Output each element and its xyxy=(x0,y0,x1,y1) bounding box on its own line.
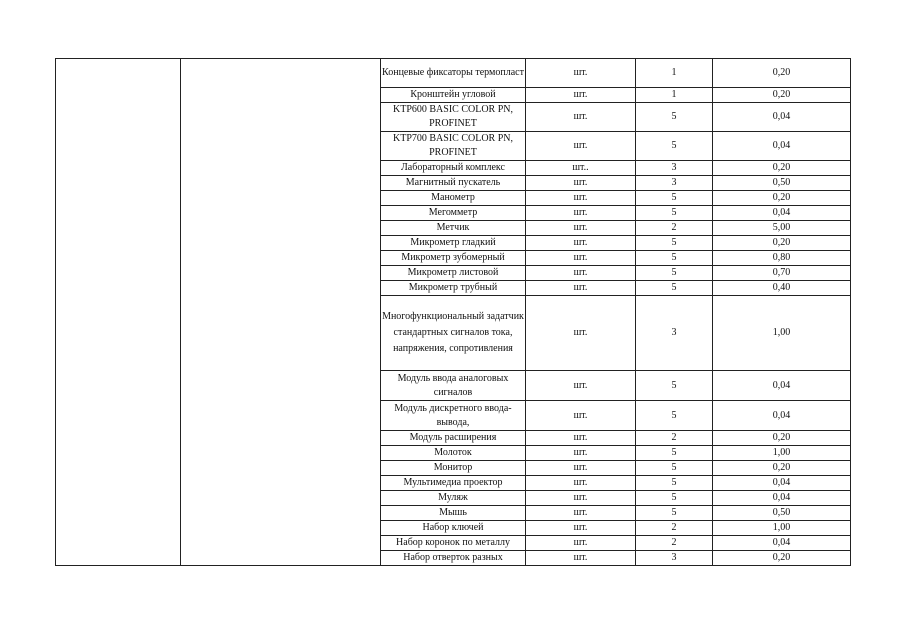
unit-cell: шт. xyxy=(526,221,636,236)
value-cell: 0,20 xyxy=(713,461,851,476)
quantity-cell: 2 xyxy=(636,431,713,446)
value-cell: 0,20 xyxy=(713,88,851,103)
value-cell: 0,40 xyxy=(713,281,851,296)
value-cell: 0,04 xyxy=(713,103,851,132)
value-cell: 0,80 xyxy=(713,251,851,266)
value-cell: 0,20 xyxy=(713,236,851,251)
unit-cell: шт. xyxy=(526,281,636,296)
quantity-cell: 2 xyxy=(636,536,713,551)
item-name-cell: Молоток xyxy=(381,446,526,461)
unit-cell: шт. xyxy=(526,401,636,431)
item-name-cell: Микрометр зубомерный xyxy=(381,251,526,266)
quantity-cell: 1 xyxy=(636,88,713,103)
value-cell: 0,04 xyxy=(713,132,851,161)
item-name-cell: Микрометр гладкий xyxy=(381,236,526,251)
quantity-cell: 5 xyxy=(636,103,713,132)
unit-cell: шт. xyxy=(526,88,636,103)
unit-cell: шт. xyxy=(526,371,636,401)
unit-cell: шт. xyxy=(526,236,636,251)
value-cell: 0,20 xyxy=(713,551,851,566)
item-name-cell: Микрометр листовой xyxy=(381,266,526,281)
blank-column-1 xyxy=(56,59,181,566)
equipment-table xyxy=(55,58,851,566)
item-name-cell: Кронштейн угловой xyxy=(381,88,526,103)
quantity-cell: 5 xyxy=(636,371,713,401)
item-name-cell: Модуль ввода аналоговых сигналов xyxy=(381,371,526,401)
value-cell: 0,04 xyxy=(713,476,851,491)
quantity-cell: 5 xyxy=(636,191,713,206)
unit-cell: шт. xyxy=(526,446,636,461)
item-name-cell: Многофункциональный задатчик стандартных сигналов тока, напряжения, сопротивления xyxy=(381,296,526,371)
unit-cell: шт. xyxy=(526,176,636,191)
quantity-cell: 5 xyxy=(636,132,713,161)
unit-cell: шт.. xyxy=(526,161,636,176)
quantity-cell: 1 xyxy=(636,59,713,88)
item-name-cell: Монитор xyxy=(381,461,526,476)
unit-cell: шт. xyxy=(526,476,636,491)
value-cell: 0,20 xyxy=(713,431,851,446)
value-cell: 0,50 xyxy=(713,176,851,191)
quantity-cell: 2 xyxy=(636,221,713,236)
value-cell: 0,50 xyxy=(713,506,851,521)
quantity-cell: 5 xyxy=(636,491,713,506)
quantity-cell: 5 xyxy=(636,446,713,461)
item-name-cell: Метчик xyxy=(381,221,526,236)
unit-cell: шт. xyxy=(526,506,636,521)
value-cell: 1,00 xyxy=(713,521,851,536)
unit-cell: шт. xyxy=(526,103,636,132)
quantity-cell: 3 xyxy=(636,551,713,566)
unit-cell: шт. xyxy=(526,266,636,281)
value-cell: 0,04 xyxy=(713,536,851,551)
unit-cell: шт. xyxy=(526,59,636,88)
item-name-cell: KTP600 BASIC COLOR PN, PROFINET xyxy=(381,103,526,132)
unit-cell: шт. xyxy=(526,431,636,446)
item-name-cell: KTP700 BASIC COLOR PN, PROFINET xyxy=(381,132,526,161)
unit-cell: шт. xyxy=(526,491,636,506)
value-cell: 0,04 xyxy=(713,371,851,401)
item-name-cell: Набор ключей xyxy=(381,521,526,536)
unit-cell: шт. xyxy=(526,191,636,206)
quantity-cell: 5 xyxy=(636,266,713,281)
blank-column-2 xyxy=(181,59,381,566)
quantity-cell: 3 xyxy=(636,176,713,191)
unit-cell: шт. xyxy=(526,132,636,161)
value-cell: 1,00 xyxy=(713,446,851,461)
item-name-cell: Мегомметр xyxy=(381,206,526,221)
item-name-cell: Мышь xyxy=(381,506,526,521)
quantity-cell: 3 xyxy=(636,161,713,176)
quantity-cell: 5 xyxy=(636,251,713,266)
quantity-cell: 5 xyxy=(636,236,713,251)
value-cell: 0,04 xyxy=(713,206,851,221)
quantity-cell: 5 xyxy=(636,281,713,296)
value-cell: 0,70 xyxy=(713,266,851,281)
item-name-cell: Муляж xyxy=(381,491,526,506)
unit-cell: шт. xyxy=(526,251,636,266)
quantity-cell: 5 xyxy=(636,401,713,431)
value-cell: 0,04 xyxy=(713,401,851,431)
item-name-cell: Набор отверток разных xyxy=(381,551,526,566)
item-name-cell: Мультимедиа проектор xyxy=(381,476,526,491)
quantity-cell: 5 xyxy=(636,461,713,476)
quantity-cell: 2 xyxy=(636,521,713,536)
unit-cell: шт. xyxy=(526,206,636,221)
table-row xyxy=(56,59,851,88)
item-name-cell: Модуль расширения xyxy=(381,431,526,446)
unit-cell: шт. xyxy=(526,536,636,551)
item-name-cell: Модуль дискретного ввода-вывода, xyxy=(381,401,526,431)
unit-cell: шт. xyxy=(526,461,636,476)
item-name-cell: Манометр xyxy=(381,191,526,206)
quantity-cell: 5 xyxy=(636,506,713,521)
unit-cell: шт. xyxy=(526,296,636,371)
table-body xyxy=(56,59,851,566)
item-name-cell: Микрометр трубный xyxy=(381,281,526,296)
quantity-cell: 3 xyxy=(636,296,713,371)
unit-cell: шт. xyxy=(526,551,636,566)
item-name-cell: Концевые фиксаторы термопласт xyxy=(381,59,526,88)
value-cell: 0,20 xyxy=(713,161,851,176)
value-cell: 0,20 xyxy=(713,191,851,206)
quantity-cell: 5 xyxy=(636,476,713,491)
quantity-cell: 5 xyxy=(636,206,713,221)
item-name-cell: Набор коронок по металлу xyxy=(381,536,526,551)
value-cell: 1,00 xyxy=(713,296,851,371)
item-name-cell: Магнитный пускатель xyxy=(381,176,526,191)
value-cell: 5,00 xyxy=(713,221,851,236)
value-cell: 0,04 xyxy=(713,491,851,506)
unit-cell: шт. xyxy=(526,521,636,536)
value-cell: 0,20 xyxy=(713,59,851,88)
item-name-cell: Лабораторный комплекс xyxy=(381,161,526,176)
